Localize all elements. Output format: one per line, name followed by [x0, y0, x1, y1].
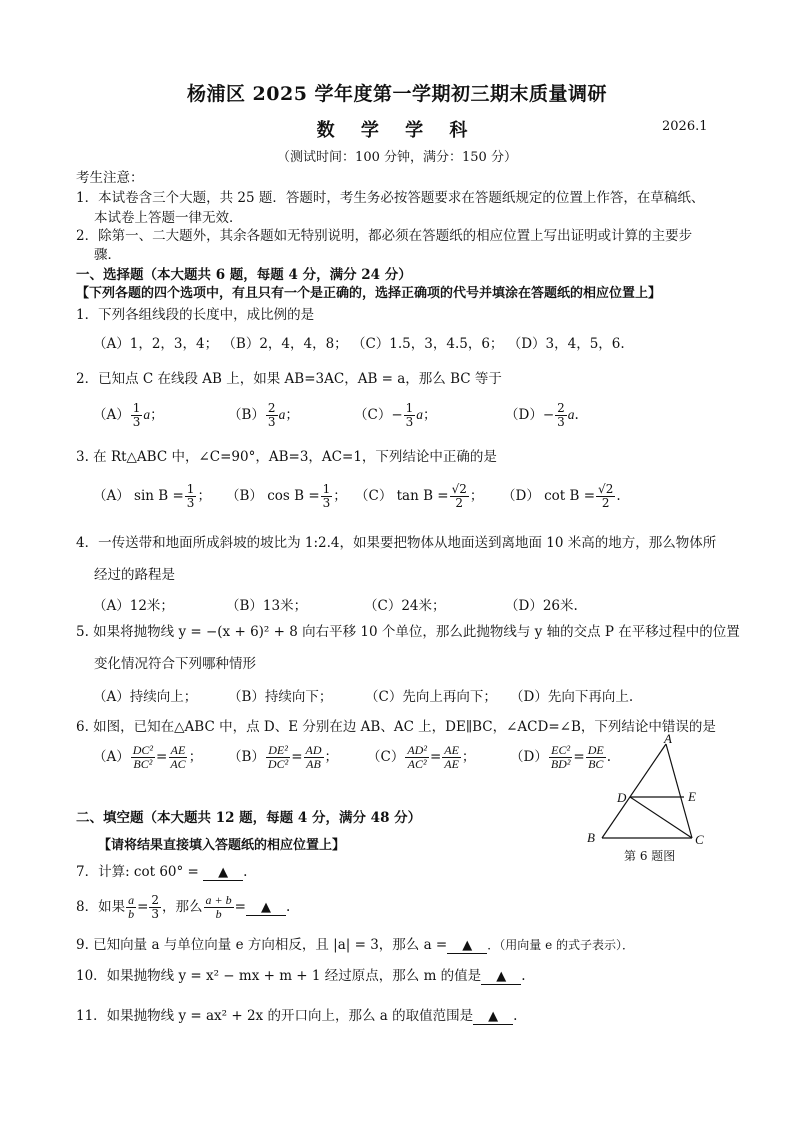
q6-option-c: （C） $\frac{\text{AD²}}{\text{AC²}}$ = $\frac{AE}{AE}$ ；	[367, 743, 476, 771]
q4-option-a: （A）12米；	[93, 598, 174, 614]
page-title: 杨浦区 2025 学年度第一学期初三期末质量调研	[186, 83, 608, 105]
exam-date: 2026.1	[662, 119, 708, 134]
q3-stem: 3. 在 Rt△ABC 中，∠C=90°，AB=3，AC=1，下列结论中正确的是	[76, 449, 497, 465]
section2-heading: 二、填空题（本大题共 12 题，每题 4 分，满分 48 分）	[76, 810, 422, 826]
q3-option-d: （D） cot B = $\frac{√2}{2}$ .	[502, 482, 621, 510]
q5-stem: 5. 如果将抛物线 y = −(x + 6)² + 8 向右平移 10 个单位，那么此抛物线与 y 轴的交点 P 在平移过程中的位置	[76, 624, 740, 640]
q6-option-b: （B） $\frac{\text{DE²}}{\text{DC²}}$ = $\frac{AD}{AB}$ ；	[228, 743, 339, 771]
section2-instruction: 【请将结果直接填入答题纸的相应位置上】	[98, 838, 346, 853]
q1-stem: 1．下列各组线段的长度中，成比例的是	[76, 307, 315, 323]
notice-item-2: 2．除第一、二大题外，其余各题如无特别说明，都必须在答题纸的相应位置上写出证明或计算的主要步	[76, 228, 693, 244]
q5-stem-cont: 变化情况符合下列哪种情形	[94, 656, 256, 672]
q2-option-b: （B） $\frac{2}{3}$ a；	[228, 401, 299, 429]
q5-option-b: （B）持续向下；	[228, 689, 333, 705]
section1-heading: 一、选择题（本大题共 6 题，每题 4 分，满分 24 分）	[76, 267, 412, 283]
q6-option-d: （D） $\frac{\text{EC²}}{\text{BD²}}$ = $\frac{DE}{BC}$ .	[510, 743, 612, 771]
q6-figure-caption: 第 6 题图	[624, 849, 676, 863]
q4-stem-cont: 经过的路程是	[94, 567, 175, 583]
q10-line: 10．如果抛物线 y = x² − mx + m + 1 经过原点，那么 m 的值是 ▲ .	[76, 968, 526, 984]
q11-answer-blank[interactable]: ▲	[473, 1009, 513, 1025]
q10-answer-blank[interactable]: ▲	[481, 969, 521, 985]
notice-item-1: 1．本试卷含三个大题，共 25 题．答题时，考生务必按答题要求在答题纸规定的位置上作答，在草稿纸、	[76, 190, 705, 206]
q11-line: 11．如果抛物线 y = ax² + 2x 的开口向上，那么 a 的取值范围是 ▲ .	[76, 1008, 518, 1024]
q4-option-c: （C）24米；	[364, 598, 446, 614]
subject-title: 数 学 学 科	[316, 120, 478, 141]
figure-label-e: E	[688, 789, 696, 804]
q8-line: 8．如果 $\frac{a}{b}$ = $\frac{2}{3}$ ，那么 $\frac{a + b}{b}$ = ▲ .	[76, 893, 291, 921]
q2-stem: 2．已知点 C 在线段 AB 上，如果 AB=3AC，AB = a，那么 BC 等于	[76, 371, 502, 387]
exam-timing: （测试时间：100 分钟，满分：150 分）	[277, 150, 517, 165]
q3-option-a: （A） sin B = $\frac{1}{3}$ ；	[93, 482, 211, 510]
section1-instruction: 【下列各题的四个选项中，有且只有一个是正确的，选择正确项的代号并填涂在答题纸的相应位置上】	[76, 286, 662, 301]
q7-answer-blank[interactable]: ▲	[203, 865, 243, 881]
q3-option-b: （B） cos B = $\frac{1}{3}$ ；	[226, 482, 347, 510]
figure-label-b: B	[587, 830, 595, 845]
q2-option-a: （A） $\frac{1}{3}$ a；	[93, 401, 164, 429]
figure-edge-ab	[602, 744, 666, 838]
q9-line: 9. 已知向量 a 与单位向量 e 方向相反，且 |a| = 3，那么 a = ▲ ．（用向量 e 的式子表示）．	[76, 937, 634, 953]
notice-item-2-cont: 骤．	[94, 247, 121, 263]
q6-stem: 6. 如图，已知在△ABC 中，点 D、E 分别在边 AB、AC 上，DE∥BC，∠ACD=∠B，下列结论中错误的是	[76, 719, 716, 735]
q4-stem: 4．一传送带和地面所成斜坡的坡比为 1:2.4，如果要把物体从地面送到离地面 10 米高的地方，那么物体所	[76, 535, 717, 551]
notice-heading: 考生注意：	[76, 170, 144, 186]
figure-label-a: A	[664, 734, 672, 746]
q6-option-a: （A） $\frac{\text{DC²}}{\text{BC²}}$ = $\frac{AE}{AC}$ ；	[93, 743, 203, 771]
q3-option-c: （C） tan B = $\frac{√2}{2}$ ；	[355, 482, 484, 510]
q7-line: 7．计算: cot 60° = ▲ .	[76, 864, 248, 880]
q1-options: （A）1，2，3，4； （B）2，4，4，8； （C）1.5，3，4.5，6； （D）3，4，5，6.	[93, 336, 625, 352]
q5-option-c: （C）先向上再向下；	[365, 689, 497, 705]
q5-option-d: （D）先向下再向上.	[510, 689, 634, 705]
q9-answer-blank[interactable]: ▲	[447, 938, 487, 954]
q6-triangle-figure	[584, 734, 714, 846]
q4-option-b: （B）13米；	[226, 598, 308, 614]
q4-option-d: （D）26米.	[505, 598, 578, 614]
notice-item-1-cont: 本试卷上答题一律无效．	[94, 210, 243, 226]
figure-label-d: D	[617, 790, 627, 805]
q2-option-c: （C）− $\frac{1}{3}$ a；	[354, 401, 437, 429]
figure-label-c: C	[695, 832, 704, 846]
q8-answer-blank[interactable]: ▲	[246, 900, 286, 916]
q5-option-a: （A）持续向上；	[93, 689, 198, 705]
q2-option-d: （D）− $\frac{2}{3}$ a.	[505, 401, 579, 429]
